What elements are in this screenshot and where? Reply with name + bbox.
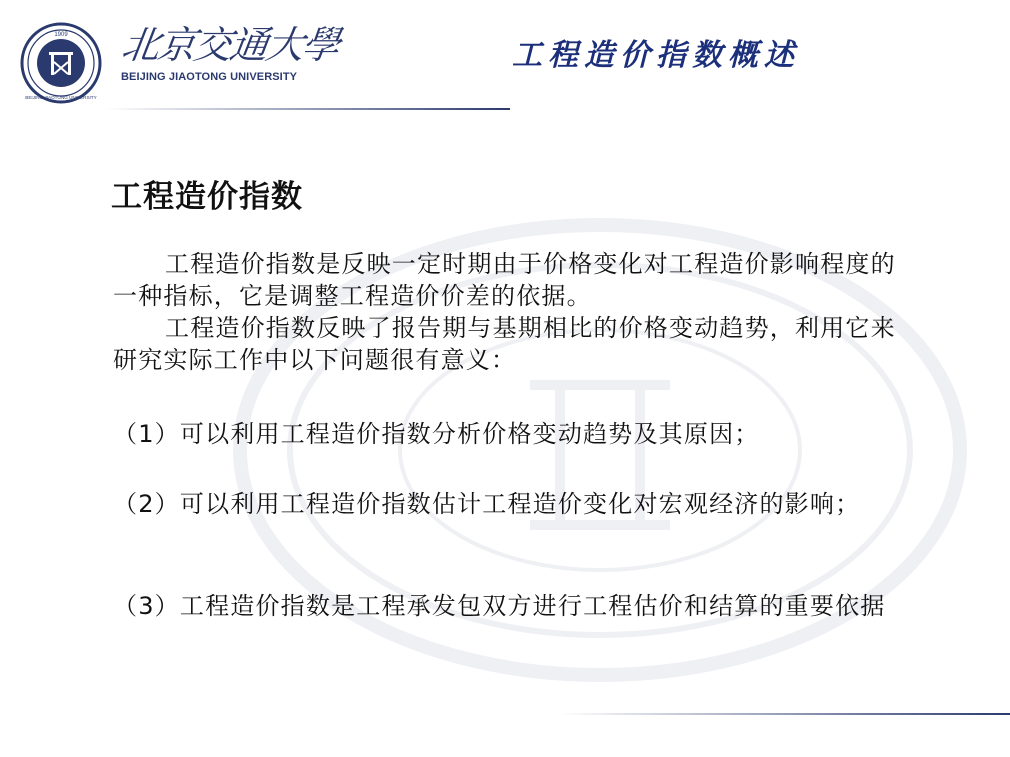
section-heading: 工程造价指数: [111, 179, 303, 215]
university-seal-icon: [20, 22, 102, 104]
list-item: （2）可以利用工程造价指数估计工程造价变化对宏观经济的影响；: [113, 490, 861, 518]
footer-divider: [560, 713, 1010, 715]
seal-text: BEIJING JIAOTONG UNIVERSITY: [25, 95, 97, 100]
header-divider: [105, 108, 510, 110]
university-name-cn: 北京交通大學: [118, 23, 342, 67]
seal-year: 1909: [54, 32, 68, 38]
list-item: （1）可以利用工程造价指数分析价格变动趋势及其原因；: [113, 420, 760, 448]
list-item: （3）工程造价指数是工程承发包双方进行工程估价和结算的重要依据: [113, 592, 886, 620]
slide-title: 工程造价指数概述: [512, 38, 800, 73]
paragraph-usage: 工程造价指数反映了报告期与基期相比的价格变动趋势，利用它来研究实际工作中以下问题很有意义：: [113, 314, 896, 374]
university-name-en: BEIJING JIAOTONG UNIVERSITY: [121, 71, 298, 83]
paragraph-definition: 工程造价指数是反映一定时期由于价格变化对工程造价影响程度的一种指标，它是调整工程造价价差的依据。: [113, 250, 896, 310]
